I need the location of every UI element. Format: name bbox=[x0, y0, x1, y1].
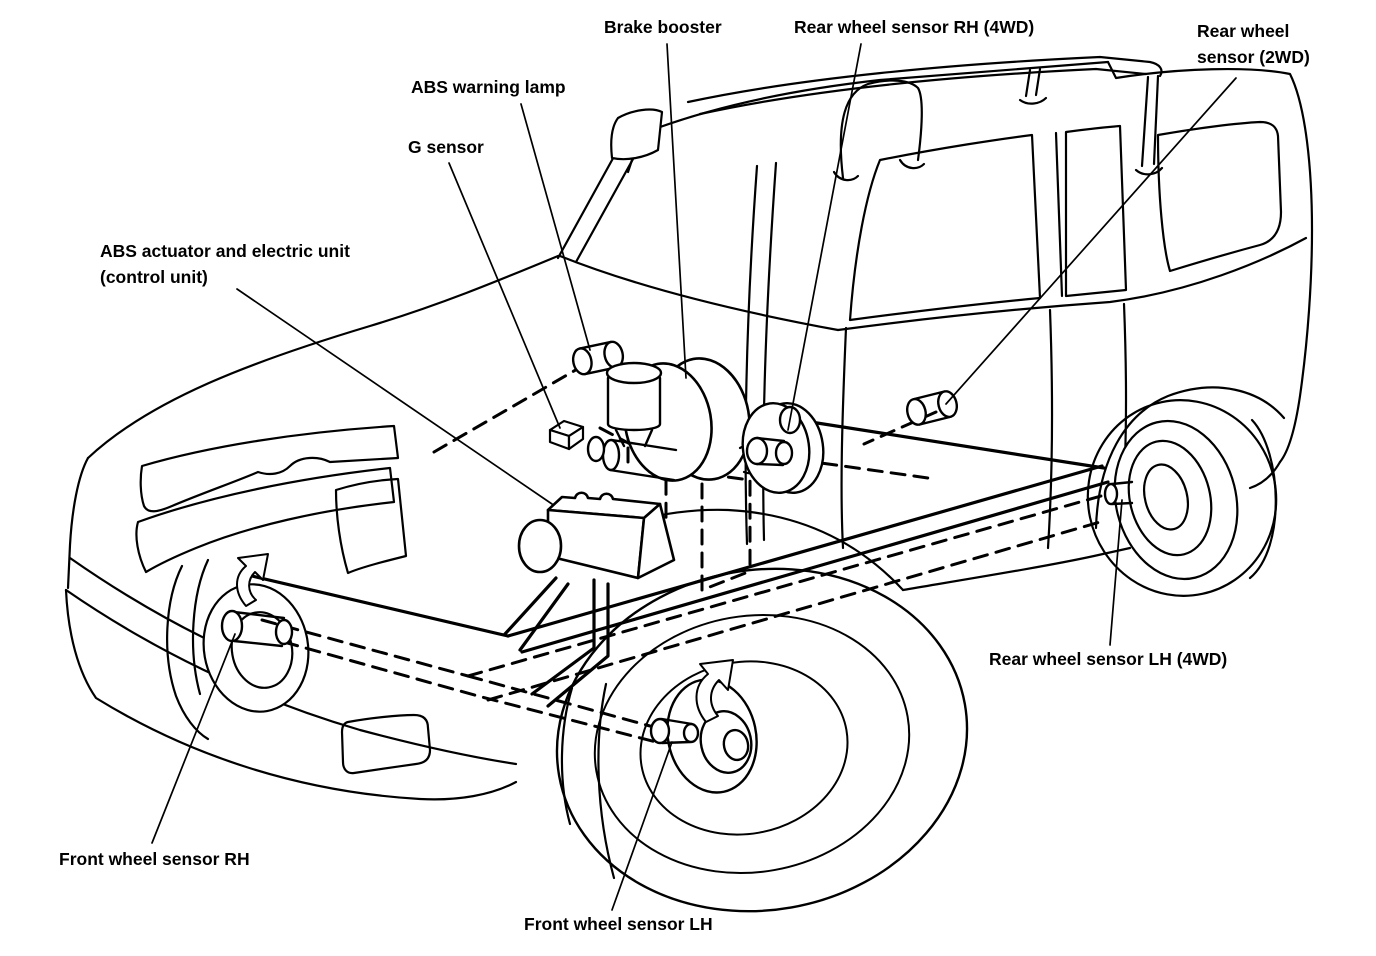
label-line: (control unit) bbox=[100, 267, 208, 287]
headlight bbox=[336, 479, 406, 573]
label-rear-wheel-sensor-rh-4wd: Rear wheel sensor RH (4WD) bbox=[794, 17, 1035, 37]
label-front-wheel-sensor-rh: Front wheel sensor RH bbox=[59, 849, 250, 869]
side-mirror bbox=[611, 110, 662, 160]
abs-actuator-part bbox=[519, 493, 674, 578]
label-g-sensor: G sensor bbox=[408, 137, 484, 157]
rear-wheel bbox=[1070, 383, 1295, 614]
leader-brake-booster bbox=[667, 44, 686, 378]
g-sensor-part bbox=[550, 421, 583, 449]
label-line: Rear wheel bbox=[1197, 21, 1290, 41]
leader-rear-sensor-lh-4wd bbox=[1110, 500, 1122, 645]
leader-abs-actuator bbox=[237, 289, 552, 504]
label-rear-wheel-sensor-2wd bbox=[1197, 18, 1310, 70]
leader-g-sensor bbox=[449, 163, 560, 428]
label-brake-booster: Brake booster bbox=[604, 17, 722, 37]
label-abs-warning-lamp: ABS warning lamp bbox=[411, 77, 566, 97]
label-line: ABS actuator and electric unit bbox=[100, 241, 350, 261]
leader-abs-warning-lamp bbox=[521, 104, 590, 350]
label-front-wheel-sensor-lh: Front wheel sensor LH bbox=[524, 914, 713, 934]
label-line: sensor (2WD) bbox=[1197, 47, 1310, 67]
leader-rear-sensor-2wd bbox=[946, 78, 1236, 404]
label-abs-actuator bbox=[100, 238, 350, 290]
leader-rear-sensor-rh-4wd bbox=[788, 44, 861, 430]
label-rear-wheel-sensor-lh-4wd: Rear wheel sensor LH (4WD) bbox=[989, 649, 1228, 669]
rear-wheel-sensor-2wd-part bbox=[905, 389, 960, 426]
